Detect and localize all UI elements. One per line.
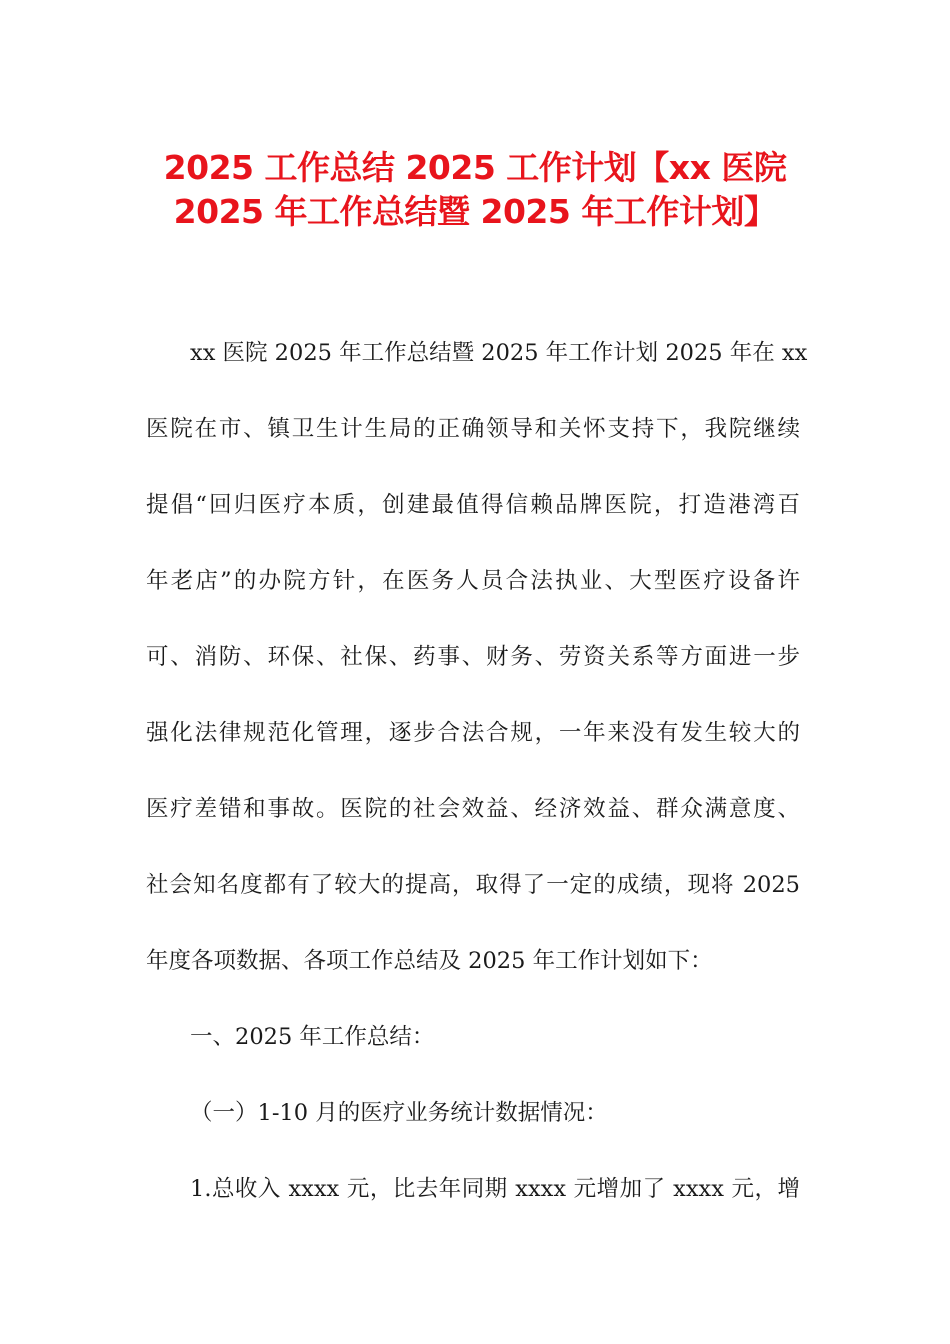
body-line-9: 年度各项数据、各项工作总结及 2025 年工作计划如下： bbox=[146, 948, 713, 974]
body-line-12: 1.总收入 xxxx 元，比去年同期 xxxx 元增加了 xxxx 元，增 bbox=[190, 1176, 800, 1202]
title-line-2: 2025 年工作总结暨 2025 年工作计划】 bbox=[173, 192, 777, 231]
body-line-3: 提倡“回归医疗本质，创建最值得信赖品牌医院，打造港湾百 bbox=[146, 492, 800, 518]
body-line-6: 强化法律规范化管理，逐步合法合规，一年来没有发生较大的 bbox=[146, 720, 800, 746]
document-body bbox=[146, 328, 808, 1240]
body-line-1: xx 医院 2025 年工作总结暨 2025 年工作计划 2025 年在 xx bbox=[190, 340, 808, 366]
section-heading: 一、2025 年工作总结： bbox=[190, 1024, 435, 1050]
body-line-7: 医疗差错和事故。医院的社会效益、经济效益、群众满意度、 bbox=[146, 796, 800, 822]
document-title bbox=[60, 146, 890, 234]
title-line-1: 2025 工作总结 2025 工作计划【xx 医院 bbox=[163, 148, 787, 187]
body-line-8: 社会知名度都有了较大的提高，取得了一定的成绩，现将 2025 bbox=[146, 872, 800, 898]
subsection-heading: （一）1-10 月的医疗业务统计数据情况： bbox=[190, 1100, 608, 1126]
body-line-5: 可、消防、环保、社保、药事、财务、劳资关系等方面进一步 bbox=[146, 644, 800, 670]
body-line-4: 年老店”的办院方针，在医务人员合法执业、大型医疗设备许 bbox=[146, 568, 800, 594]
body-line-2: 医院在市、镇卫生计生局的正确领导和关怀支持下，我院继续 bbox=[146, 416, 800, 442]
